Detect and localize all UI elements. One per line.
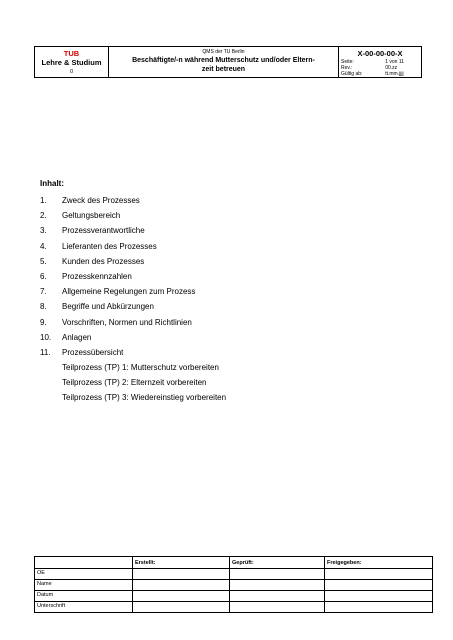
toc-text: Prozesskennzahlen [62, 271, 132, 281]
table-row [35, 602, 433, 613]
toc-subitem[interactable]: Teilprozess (TP) 2: Elternzeit vorbereiten [62, 378, 207, 388]
system-label: QMS der TU Berlin [202, 49, 245, 55]
document-id: X-00-00-00-X [357, 49, 403, 58]
level-label: 0 [69, 69, 74, 75]
toc-text: Prozessübersicht [62, 347, 124, 357]
approval-header-cell [35, 557, 133, 569]
approval-cell[interactable] [230, 580, 325, 591]
toc-number: 11. [40, 347, 51, 357]
department-name: Lehre & Studium [41, 58, 102, 67]
toc-number: 2. [40, 211, 47, 221]
approval-cell[interactable] [325, 591, 433, 602]
approval-cell[interactable] [133, 569, 230, 580]
toc-text: Begriffe und Abkürzungen [62, 302, 154, 312]
toc-item[interactable] [40, 302, 400, 317]
toc-number: 4. [40, 241, 47, 251]
toc-item[interactable] [40, 242, 400, 257]
approval-header-checked: Geprüft: [230, 557, 325, 569]
toc-item[interactable] [40, 318, 400, 333]
approval-cell[interactable] [230, 591, 325, 602]
toc-item[interactable] [40, 226, 400, 241]
toc-item[interactable] [40, 348, 400, 363]
toc-item[interactable] [40, 257, 400, 272]
toc-text: Allgemeine Regelungen zum Prozess [62, 287, 196, 297]
toc-number: 7. [40, 287, 47, 297]
toc-item[interactable] [40, 333, 400, 348]
meta-value: tt.mm.jjjj [385, 71, 404, 77]
approval-cell[interactable] [230, 602, 325, 613]
toc-text: Geltungsbereich [62, 211, 121, 221]
table-row [35, 580, 433, 591]
meta-label: Seite: [341, 59, 354, 65]
approval-cell[interactable] [133, 591, 230, 602]
meta-label: Gültig ab: [341, 71, 363, 77]
approval-cell[interactable] [325, 580, 433, 591]
toc-text: Vorschriften, Normen und Richtlinien [62, 317, 192, 327]
approval-header-created: Erstellt: [133, 557, 230, 569]
toc-number: 10. [40, 332, 52, 342]
toc-number: 1. [40, 196, 47, 205]
header-meta-cell [339, 47, 422, 78]
org-name: TUB [63, 49, 80, 58]
approval-row-label: Name [35, 580, 133, 591]
approval-table [34, 556, 433, 613]
table-row [35, 591, 433, 602]
approval-row-label: Unterschrift [35, 602, 133, 613]
toc-subitem[interactable]: Teilprozess (TP) 1: Mutterschutz vorbereiten [62, 363, 219, 373]
toc-subitem[interactable]: Teilprozess (TP) 3: Wiedereinstieg vorbereiten [62, 393, 227, 403]
toc-text: Lieferanten des Prozesses [62, 241, 157, 251]
process-title [109, 55, 338, 74]
approval-row-label: Datum [35, 591, 133, 602]
process-title-line1: Beschäftigte/-n während Mutterschutz und/oder Eltern- [132, 57, 315, 64]
toc-item[interactable] [40, 196, 400, 211]
toc-text: Zweck des Prozesses [62, 196, 140, 205]
meta-table [339, 59, 421, 77]
toc-item[interactable] [40, 287, 400, 302]
document-header [34, 46, 422, 78]
toc-number: 5. [40, 256, 47, 266]
contents-heading: Inhalt: [40, 179, 64, 188]
toc-number: 6. [40, 271, 47, 281]
approval-cell[interactable] [325, 602, 433, 613]
table-of-contents [40, 196, 400, 409]
approval-cell[interactable] [133, 602, 230, 613]
toc-item[interactable] [40, 272, 400, 287]
approval-header-released: Freigegeben: [325, 557, 433, 569]
process-title-line2: zeit betreuen [201, 66, 246, 73]
approval-cell[interactable] [230, 569, 325, 580]
toc-text: Prozessverantwortliche [62, 226, 145, 236]
toc-number: 9. [40, 317, 47, 327]
header-org-cell [35, 47, 109, 78]
approval-cell[interactable] [325, 569, 433, 580]
toc-text: Kunden des Prozesses [62, 256, 145, 266]
toc-number: 3. [40, 226, 47, 236]
table-row [35, 569, 433, 580]
approval-row-label: OE [35, 569, 133, 580]
approval-cell[interactable] [133, 580, 230, 591]
meta-value: 00.zz [385, 65, 398, 71]
meta-value: 1 von 11 [385, 59, 405, 65]
header-title-cell [109, 47, 339, 78]
toc-text: Anlagen [62, 332, 92, 342]
meta-label: Rev.: [341, 65, 353, 71]
toc-item[interactable] [40, 211, 400, 226]
toc-number: 8. [40, 302, 47, 312]
